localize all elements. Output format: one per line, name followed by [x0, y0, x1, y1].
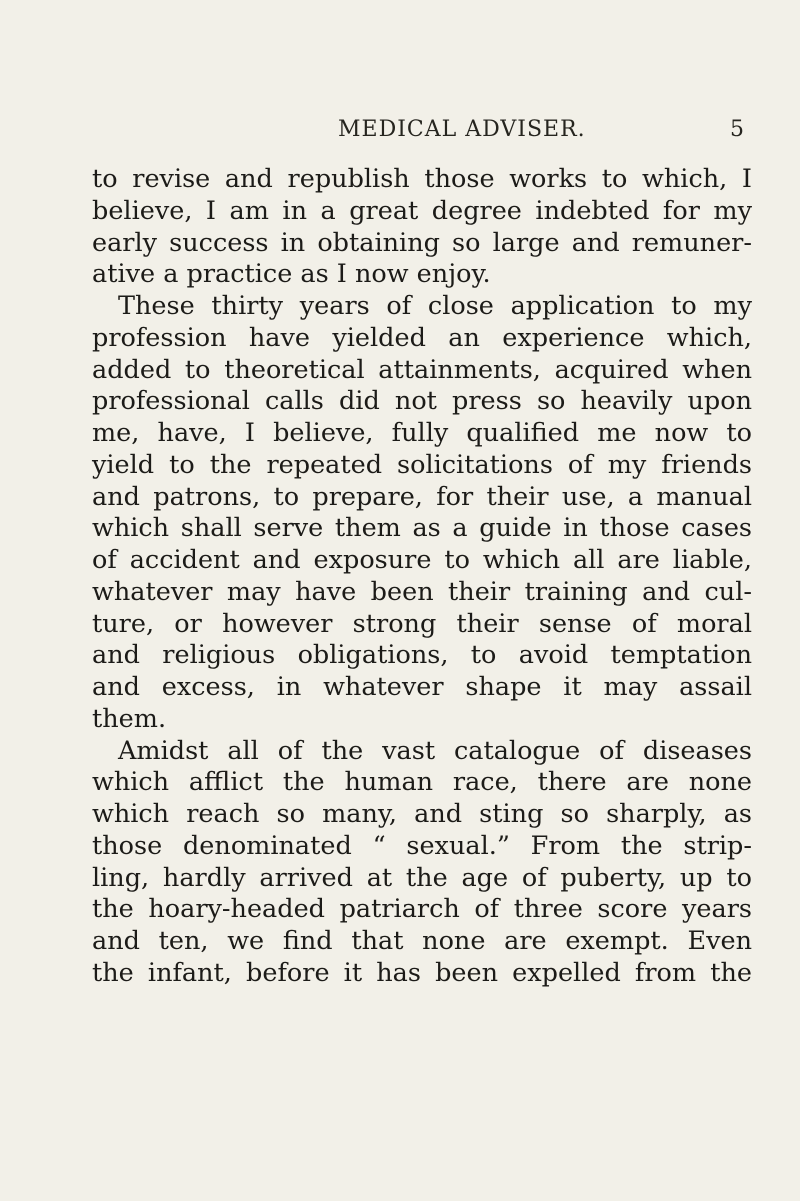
- text-line: ling, hardly arrived at the age of puberty, up to: [92, 862, 752, 893]
- text-line: believe, I am in a great degree indebted for my: [92, 195, 752, 226]
- text-line: to revise and republish those works to which, I: [92, 164, 752, 194]
- text-line: those denominated “ sexual.” From the strip-: [92, 830, 752, 861]
- text-line: Amidst all of the vast catalogue of diseases: [118, 735, 752, 766]
- text-line: them.: [92, 703, 167, 734]
- text-line: early success in obtaining so large and remuner-: [92, 227, 752, 258]
- text-line: of accident and exposure to which all are liable,: [92, 545, 752, 575]
- text-line: which reach so many, and sting so sharply, as: [92, 799, 752, 829]
- text-line: whatever may have been their training and cul-: [92, 576, 752, 607]
- text-line: These thirty years of close application to my: [118, 291, 752, 321]
- text-line: and religious obligations, to avoid temptation: [92, 640, 752, 671]
- text-line: which shall serve them as a guide in those cases: [92, 513, 752, 544]
- text-line: professional calls did not press so heavily upon: [92, 386, 752, 417]
- text-line: which afflict the human race, there are none: [92, 767, 752, 798]
- text-line: the infant, before it has been expelled from the: [92, 957, 752, 988]
- text-line: and ten, we find that none are exempt. Even: [92, 926, 752, 956]
- text-line: added to theoretical attainments, acquired when: [92, 354, 752, 385]
- text-line: the hoary-headed patriarch of three score years: [92, 894, 752, 925]
- text-line: me, have, I believe, fully qualified me now to: [92, 418, 752, 448]
- text-line: ture, or however strong their sense of moral: [92, 608, 752, 639]
- text-line: and excess, in whatever shape it may assail: [92, 672, 752, 702]
- body-text: [92, 164, 752, 990]
- page-number: 5: [730, 117, 744, 142]
- text-line: yield to the repeated solicitations of my friends: [92, 449, 752, 480]
- text-line: and patrons, to prepare, for their use, a manual: [92, 481, 752, 512]
- running-title: MEDICAL ADVISER.: [338, 117, 586, 142]
- text-line: profession have yielded an experience which,: [92, 322, 752, 353]
- text-line: ative a practice as I now enjoy.: [92, 259, 491, 290]
